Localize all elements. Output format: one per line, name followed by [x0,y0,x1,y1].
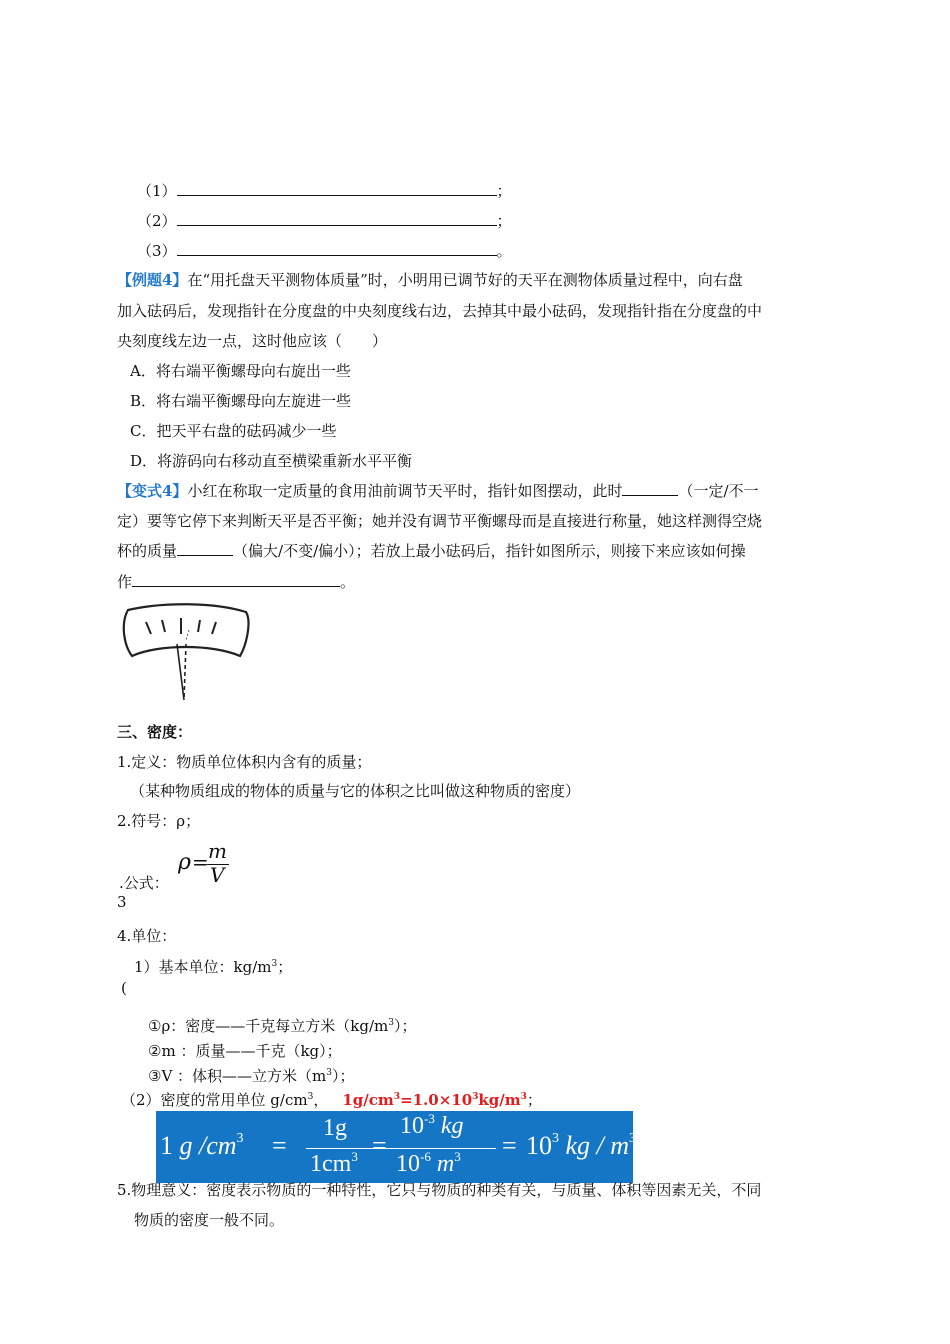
blank-end-2: ； [496,212,512,230]
blank-line-3 [137,241,512,261]
basic-unit [134,957,292,977]
conv-eq-2: = [372,1131,387,1160]
blank-label-3: （3） [137,242,177,260]
conv-f1-den: $1cm^3$ [310,1149,358,1177]
unit-item-3-end: ）； [332,1067,355,1085]
physical-meaning-1: 5.物理意义：密度表示物质的一种特性，它只与物质的种类有关，与质量、体积等因素无关，不同 [117,1181,762,1199]
variant4-text4a: 作 [117,573,133,591]
variant4-text3b: （偏大/不变/偏小）；若放上最小砝码后，指针如图所示，则接下来应该如何操 [233,542,746,560]
definition-note: （某种物质组成的物体的质量与它的体积之比叫做这种物质的密度） [130,782,581,800]
variant4-line4 [117,572,355,592]
variant4-tag: 【变式4】 [117,482,188,500]
variant4-blank-2[interactable] [177,541,233,556]
blank-label-1: （1） [137,182,177,200]
formula-rho: ρ [178,850,191,875]
formula-label: .公式： [119,874,169,892]
example4-tag: 【例题4】 [117,271,188,289]
conv-f2-den: $10^{-6}$ $m^3$ [396,1149,461,1177]
basic-unit-sup: 3 [271,959,278,969]
conv-f2-num: $10^{-3}$ kg [400,1111,464,1139]
unit-item-3-sup: 3 [326,1068,333,1078]
variant4-line2: 定）要等它停下来判断天平是否平衡；她并没有调节平衡螺母而是直接进行称量，她这样测得空烧 [117,512,763,530]
balance-dial-figure [118,600,254,710]
blank-line-2 [137,211,512,231]
conv-eq-1: = [272,1131,287,1160]
answer-blank-3[interactable] [177,241,497,256]
formula-denominator: V [210,863,225,887]
unit-item-3 [148,1066,355,1086]
variant4-blank-1[interactable] [622,481,678,496]
unit-item-2: ②m ：质量——千克（kg）； [148,1042,342,1060]
conv-f1-num: 1g [323,1115,347,1141]
common-unit-line [121,1090,542,1110]
unit-heading: 4.单位： [117,927,177,945]
common-unit-sup: 3 [307,1092,314,1102]
option-a[interactable]: A．将右端平衡螺母向右旋出一些 [130,362,351,380]
unit-item-1-text: ①ρ：密度——千克每立方米（kg/m [148,1017,389,1035]
variant4-blank-3[interactable] [132,572,340,587]
unit-conversion-formula [156,1111,637,1183]
unit-item-1-end: ）； [393,1017,417,1035]
blank-end-3: 。 [496,242,512,260]
formula-equals: = [192,850,209,874]
answer-blank-2[interactable] [177,211,497,226]
conversion-highlight: $1g/cm^3=1.0\times 10^3kg/m^3$ [342,1091,527,1109]
basic-unit-end: ； [277,958,293,976]
common-unit-end: ； [526,1091,542,1109]
pointer-right-swing [184,644,186,700]
option-c[interactable]: C．把天平右盘的砝码减少一些 [130,422,337,440]
example4-line2: 加入砝码后，发现指针在分度盘的中央刻度线右边，去掉其中最小砝码，发现指针指在分度盘的中 [117,302,763,320]
symbol-line: 2.符号：ρ； [117,812,201,830]
blank-label-2: （2） [137,212,177,230]
conv-eq-3: = [502,1131,517,1160]
common-unit-text: （2）密度的常用单位 g/cm [121,1091,308,1109]
physical-meaning-2: 物质的密度一般不同。 [134,1211,285,1229]
answer-blank-1[interactable] [177,181,497,196]
example4-text1: 在“用托盘天平测物体质量”时，小明用已调节好的天平在测物体质量过程中，向右盘 [187,271,743,289]
blank-line-1 [137,181,512,201]
unit-item-3-text: ③V ：体积——立方米（m [148,1067,327,1085]
formula-numerator: m [208,839,227,863]
common-unit-comma: ， [313,1091,329,1109]
section-heading: 三、密度： [117,723,193,741]
variant4-line1 [117,481,759,501]
stray-number: 3 [117,893,127,911]
example4-line1 [117,270,743,290]
variant4-text3a: 杯的质量 [117,542,178,560]
example4-line3: 央刻度线左边一点，这时他应该（ ） [117,332,388,350]
unit-item-1 [148,1016,417,1036]
dial-outline [124,604,249,656]
unit-item-1-sup: 3 [388,1018,394,1028]
density-formula [178,839,238,887]
conv-lhs: 1 g $/cm^3$ [160,1131,244,1160]
blank-end-1: ； [496,182,512,200]
option-b[interactable]: B．将右端平衡螺母向左旋进一些 [130,392,352,410]
basic-unit-text: 1）基本单位：kg/m [134,958,272,976]
pointer-left-swing [177,644,184,700]
variant4-text4b: 。 [340,573,356,591]
definition: 1.定义：物质单位体积内含有的质量； [117,753,372,771]
variant4-text1b: （一定/不一 [678,482,759,500]
open-paren: ( [121,979,127,997]
option-d[interactable]: D．将游码向右移动直至横梁重新水平平衡 [130,452,413,470]
variant4-text1a: 小红在称取一定质量的食用油前调节天平时，指针如图摆动，此时 [187,482,623,500]
variant4-line3 [117,541,746,561]
conv-rhs: $10^3$ kg / $m^3$ [526,1131,637,1160]
